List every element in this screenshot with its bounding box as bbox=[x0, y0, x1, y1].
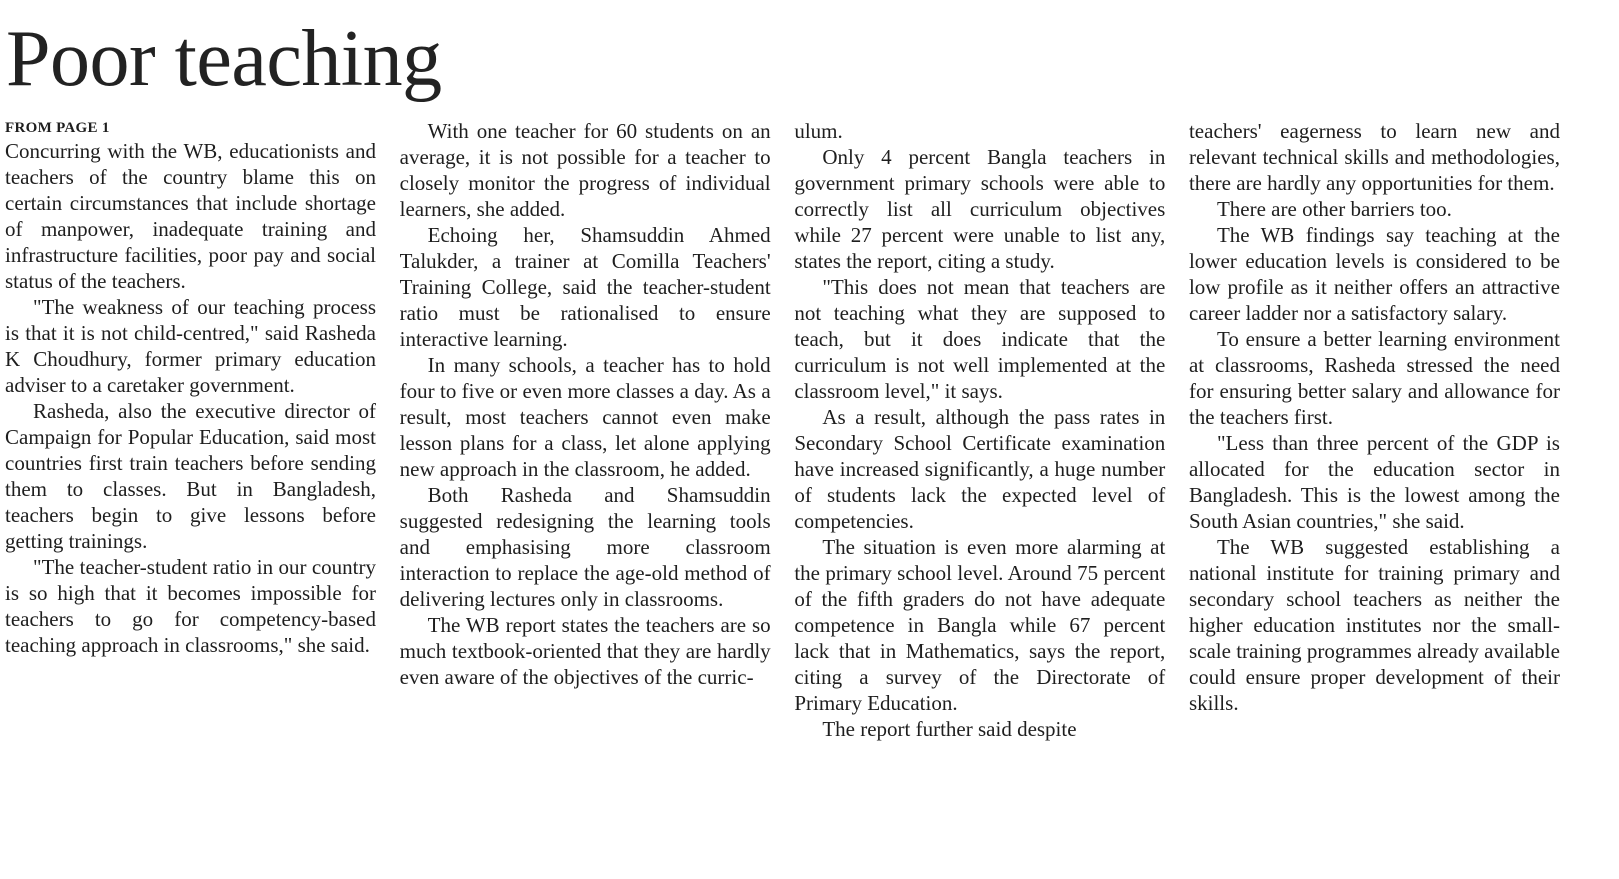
paragraph: In many schools, a teacher has to hold four to five or even more classes a day. As a result, most teachers cannot even make lesson plans for a class, let alone applying new approach in the classroom, he added. bbox=[399, 353, 771, 481]
paragraph: The WB suggested establishing a national institute for training primary and secondary school teachers as neither the higher education institutes nor the small-scale training programmes already available could ensure proper development of their skills. bbox=[1188, 535, 1560, 715]
column-1 bbox=[5, 118, 376, 742]
column-3 bbox=[794, 118, 1165, 742]
column-4 bbox=[1189, 118, 1560, 742]
paragraph: "Less than three percent of the GDP is allocated for the education sector in Bangladesh. This is the lowest among the South Asian countries," she said. bbox=[1188, 431, 1560, 533]
paragraph: To ensure a better learning environment at classrooms, Rasheda stressed the need for ensuring better salary and allowance for the teachers first. bbox=[1188, 327, 1560, 429]
paragraph: Echoing her, Shamsuddin Ahmed Talukder, a trainer at Comilla Teachers' Training College, said the teacher-student ratio must be rationalised to ensure interactive learning. bbox=[399, 223, 771, 351]
paragraph: With one teacher for 60 students on an average, it is not possible for a teacher to closely monitor the progress of individual learners, she added. bbox=[399, 119, 771, 221]
paragraph: "The teacher-student ratio in our country is so high that it becomes impossible for teachers to go for competency-based teaching approach in classrooms," she said. bbox=[5, 555, 376, 657]
paragraph: The WB findings say teaching at the lower education levels is considered to be low profile as it neither offers an attractive career ladder nor a satisfactory salary. bbox=[1188, 223, 1560, 325]
paragraph: The WB report states the teachers are so much textbook-oriented that they are hardly even aware of the objectives of the curric- bbox=[399, 613, 771, 689]
paragraph: "This does not mean that teachers are not teaching what they are supposed to teach, but it does indicate that the curriculum is not well implemented at the classroom level," it says. bbox=[794, 275, 1166, 403]
paragraph: The situation is even more alarming at the primary school level. Around 75 percent of the fifth graders do not have adequate competence in Bangla while 67 percent lack that in Mathematics, says the report, citing a survey of the Directorate of Primary Education. bbox=[794, 535, 1166, 715]
column-2 bbox=[400, 118, 771, 742]
paragraph: "The weakness of our teaching process is that it is not child-centred," said Rasheda K Choudhury, former primary education adviser to a caretaker government. bbox=[5, 295, 376, 397]
paragraph: Rasheda, also the executive director of Campaign for Popular Education, said most countries first train teachers before sending them to classes. But in Bangladesh, teachers begin to give lessons before getting trainings. bbox=[5, 399, 376, 553]
paragraph: Both Rasheda and Shamsuddin suggested redesigning the learning tools and emphasising more classroom interaction to replace the age-old method of delivering lectures only in classrooms. bbox=[399, 483, 771, 611]
article-body bbox=[5, 118, 1560, 742]
paragraph: Only 4 percent Bangla teachers in government primary schools were able to correctly list all curriculum objectives while 27 percent were unable to list any, states the report, citing a study. bbox=[794, 145, 1166, 273]
paragraph: The report further said despite bbox=[822, 717, 1077, 741]
paragraph: Concurring with the WB, educationists and teachers of the country blame this on certain circumstances that include shortage of manpower, inadequate training and infrastructure facilities, poor pay and social status of the teachers. bbox=[5, 139, 376, 293]
paragraph: As a result, although the pass rates in Secondary School Certificate examination have increased significantly, a huge number of students lack the expected level of competencies. bbox=[794, 405, 1166, 533]
headline: Poor teaching bbox=[6, 15, 442, 103]
paragraph: ulum. bbox=[794, 119, 843, 143]
paragraph: There are other barriers too. bbox=[1216, 197, 1452, 221]
paragraph: teachers' eagerness to learn new and relevant technical skills and methodologies, there are hardly any opportunities for them. bbox=[1188, 119, 1560, 195]
continuation-label: FROM PAGE 1 bbox=[5, 120, 110, 136]
